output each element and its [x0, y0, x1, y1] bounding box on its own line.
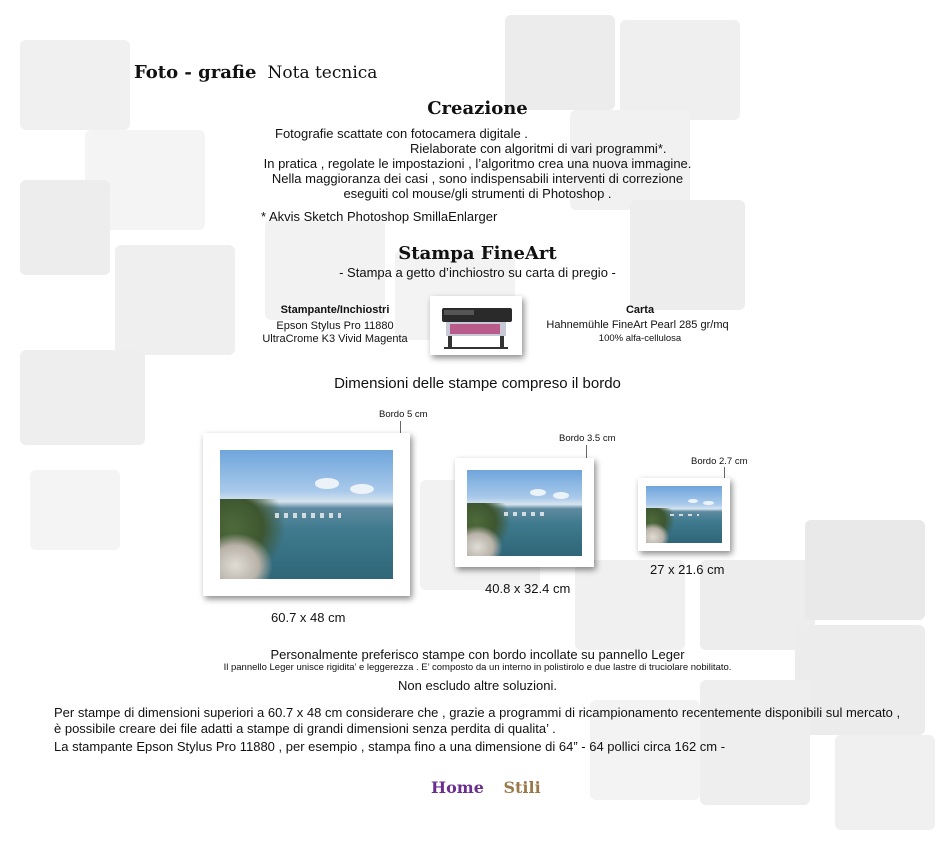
printer-title: Stampante/Inchiostri [280, 304, 390, 316]
print-large-size: 60.7 x 48 cm [271, 610, 346, 625]
page-title-light: Nota tecnica [267, 63, 378, 83]
page-title-bold: Foto - grafie [134, 62, 257, 83]
paper-title: Carta [625, 304, 655, 316]
pannello-line-3: Non escludo altre soluzioni. [398, 678, 557, 693]
creazione-line-4: Nella maggioranza dei casi , sono indispensabili interventi di correzione [271, 171, 684, 186]
stampa-heading: Stampa FineArt [398, 243, 557, 264]
print-medium-border-label: Bordo 3.5 cm [559, 433, 616, 444]
home-link[interactable]: Home [431, 778, 484, 797]
creazione-line-1: Fotografie scattate con fotocamera digitale . [275, 126, 528, 141]
print-large-photo [220, 450, 393, 579]
creazione-line-5: eseguiti col mouse/gli strumenti di Photoshop . [343, 186, 612, 201]
stili-link[interactable]: Stili [503, 778, 541, 797]
grandi-line-3: La stampante Epson Stylus Pro 11880 , per esempio , stampa fino a una dimensione di 64” - 64 pollici circa 162 cm - [54, 739, 726, 754]
paper-type: Hahnemühle FineArt Pearl 285 gr/mq [546, 319, 729, 331]
printer-image [430, 296, 522, 355]
stampa-subtitle: - Stampa a getto d’inchiostro su carta di pregio - [339, 265, 616, 280]
print-medium-photo [467, 470, 582, 556]
printer-illustration [430, 296, 522, 355]
page-title [134, 62, 377, 83]
paper-composition: 100% alfa-cellulosa [598, 333, 682, 344]
print-medium-size: 40.8 x 32.4 cm [485, 581, 571, 596]
pannello-line-1: Personalmente preferisco stampe con bordo incollate su pannello Leger [270, 647, 685, 662]
print-small [638, 478, 730, 551]
print-medium [455, 458, 594, 567]
print-large [203, 433, 410, 596]
pannello-line-2: Il pannello Leger unisce rigidita’ e leggerezza . E’ composto da un interno in polistirolo e due lastre di truciolare nobilitato. [223, 662, 732, 673]
printer-ink: UltraCrome K3 Vivid Magenta [262, 333, 408, 345]
bottom-nav [431, 778, 541, 797]
creazione-footnote: * Akvis Sketch Photoshop SmillaEnlarger [261, 209, 498, 224]
print-small-size: 27 x 21.6 cm [650, 562, 725, 577]
creazione-line-3: In pratica , regolate le impostazioni , l’algoritmo crea una nuova immagine. [263, 156, 692, 171]
grandi-line-1: Per stampe di dimensioni superiori a 60.7 x 48 cm considerare che , grazie a programmi di ricampionamento recentemente disponibili sul mercato , [54, 705, 901, 720]
print-large-border-label: Bordo 5 cm [379, 409, 428, 420]
print-small-photo [646, 486, 722, 543]
print-small-border-label: Bordo 2.7 cm [691, 456, 748, 467]
dimensioni-heading: Dimensioni delle stampe compreso il bordo [334, 375, 621, 392]
grandi-line-2: è possibile creare dei file adatti a stampe di grandi dimensioni senza perdita di qualita’ . [54, 721, 556, 736]
printer-model: Epson Stylus Pro 11880 [276, 320, 394, 332]
creazione-heading: Creazione [427, 98, 528, 119]
creazione-line-2: Rielaborate con algoritmi di vari programmi*. [410, 141, 667, 156]
